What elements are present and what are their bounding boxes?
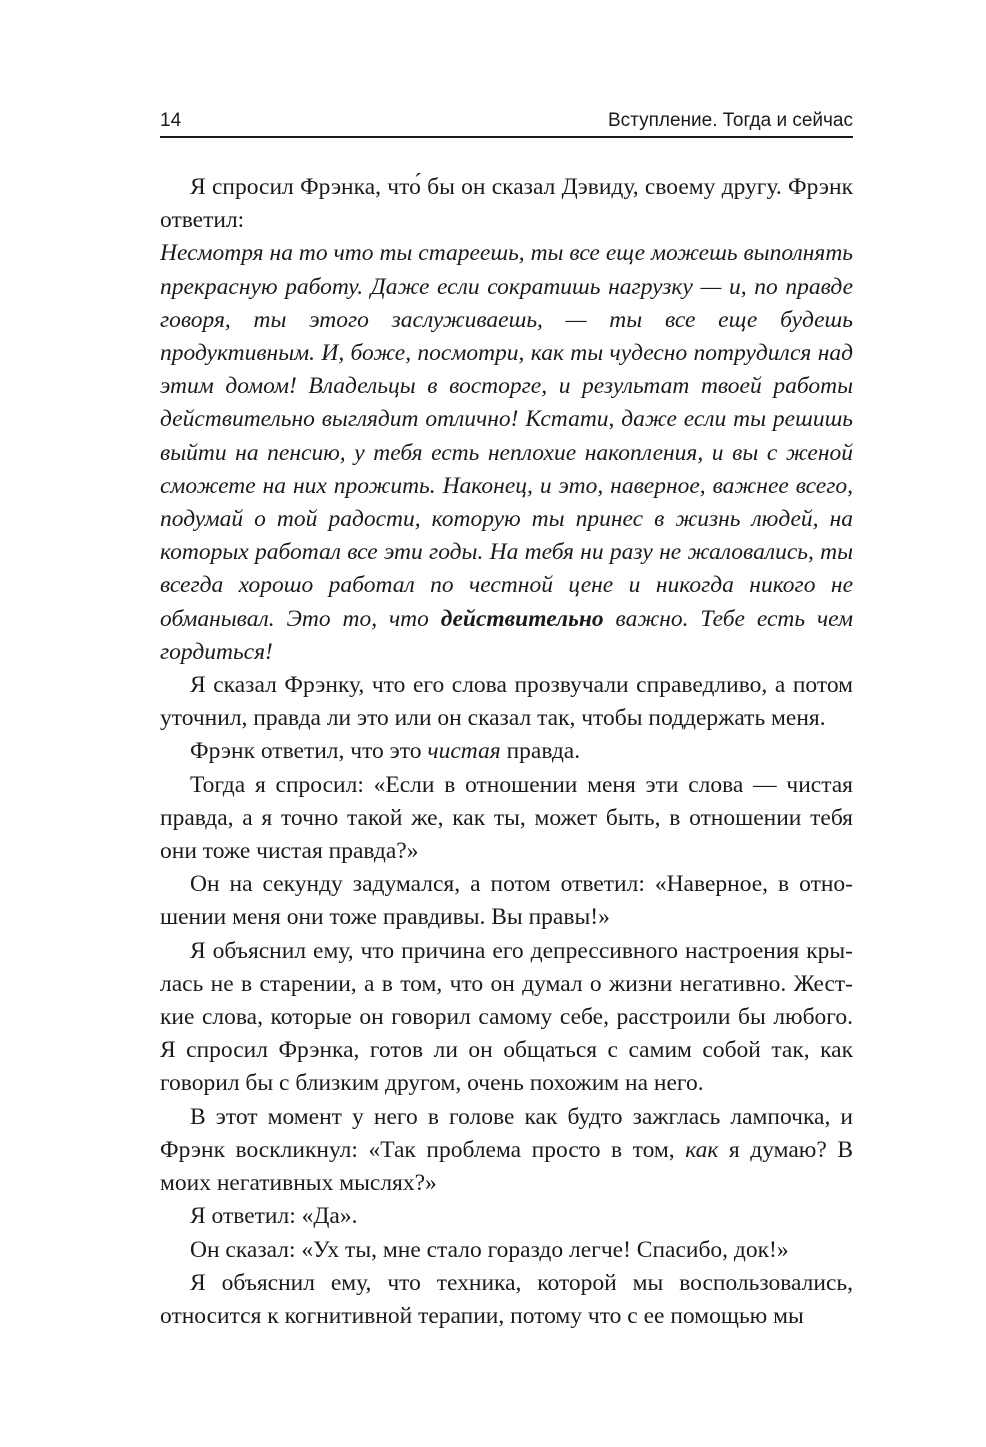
quote-text-start: Несмотря на то что ты стареешь, ты все еще можешь выполнять прекрасную работу. Даже если сократишь нагрузку — и, по правде говоря, ты этого заслуживаешь, — ты все еще будешь продуктивным. И, боже, посмотри, как ты чудесно потрудился над этим домом! Владельцы в восторге, и результат твоей работы действительно выглядит отлично! Кстати, даже если ты решишь выйти на пенсию, у тебя есть неплохие накопления, и вы с женой сможете на них прожить. Наконец, и это, наверное, важнее всего, подумай о той радости, которую ты принес в жизнь людей, на которых работал все эти годы. На тебя ни разу не жаловались, ты всегда хорошо работал по честной цене и никогда никого не обманывал. Это то, что	[160, 240, 853, 632]
paragraph-1: Я сказал Фрэнку, что его слова прозвучали справедливо, а потом уточнил, правда ли это или он сказал так, чтобы поддержать меня.	[160, 672, 853, 732]
quote-text-end: важно. Тебе есть чем гордиться!	[160, 605, 854, 665]
paragraph-2-start: Фрэнк ответил, что это	[190, 738, 428, 765]
intro-paragraph: Я спросил Фрэнка, что́ бы он сказал Дэвиду, своему другу. Фрэнк ответил:	[160, 174, 853, 234]
paragraph-2-italic: чистая	[427, 738, 501, 765]
paragraph-6	[160, 1101, 853, 1201]
paragraph-2-end: правда.	[500, 738, 581, 765]
paragraph-5: Я объяснил ему, что причина его депрессивного настроения крылась не в старении, а в том, что он думал о жизни негативно. Жесткие слова, которые он говорил самому себе, расстроили бы любого. Я спросил Фрэнка, готов ли он общаться с самим собой так, как говорил бы с близким другом, очень похожим на него.	[160, 937, 853, 1097]
paragraph-9: Я объяснил ему, что техника, которой мы воспользовались, относится к когнитивной терапии, потому что с ее помощью мы	[160, 1269, 853, 1329]
page-number: 14	[160, 110, 182, 131]
paragraph-8: Он сказал: «Ух ты, мне стало гораздо легче! Спасибо, док!»	[190, 1236, 789, 1263]
paragraph-2	[160, 735, 853, 768]
paragraph-6-end: я думаю? В моих негативных мыслях?»	[160, 1136, 853, 1197]
paragraph-3: Тогда я спросил: «Если в отношении меня эти слова — чистая правда, а я точно такой же, как ты, может быть, в отношении тебя они тоже чистая правда?»	[160, 771, 853, 865]
running-header	[160, 104, 853, 132]
paragraph-6-start: В этот момент у него в голове как будто зажглась лампочка, и Фрэнк воскликнул: «Так проблема просто в том,	[160, 1103, 853, 1163]
body-text	[160, 171, 853, 1333]
header-rule	[160, 136, 853, 138]
paragraph-6-italic: как	[685, 1136, 719, 1163]
paragraph-4: Он на секунду задумался, а потом ответил: «Наверное, в отношении меня они тоже правдивы. Вы правы!»	[160, 871, 853, 931]
section-title: Вступление. Тогда и сейчас	[608, 110, 853, 131]
paragraph-7: Я ответил: «Да».	[190, 1203, 358, 1230]
quote-block	[160, 237, 853, 669]
quote-bold-word: действительно	[440, 605, 604, 632]
